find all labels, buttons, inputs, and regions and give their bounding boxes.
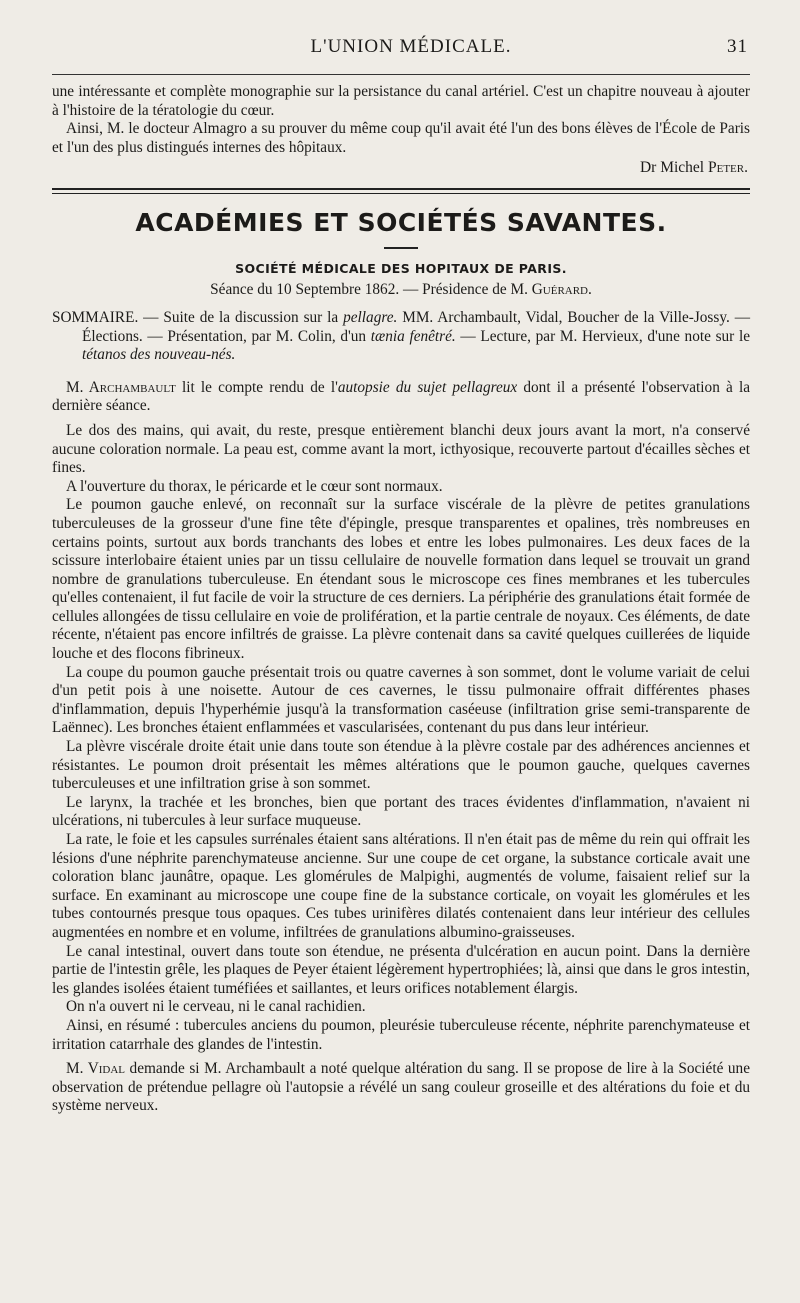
summary-label: SOMMAIRE. bbox=[52, 308, 139, 326]
journal-title: L'UNION MÉDICALE. bbox=[310, 36, 512, 57]
body-paragraph-1 bbox=[52, 379, 750, 416]
section-title: ACADÉMIES ET SOCIÉTÉS SAVANTES. bbox=[135, 207, 667, 237]
summary-italic-1: pellagre. bbox=[343, 308, 398, 326]
summary-paragraph bbox=[52, 309, 750, 365]
body-paragraph-3: A l'ouverture du thorax, le péricarde et le cœur sont normaux. bbox=[66, 477, 443, 495]
summary-italic-2: tænia fenêtré. bbox=[370, 327, 456, 345]
body-paragraph-7: Le larynx, la trachée et les bronches, bien que portant des traces évidentes d'inflammation, n'avaient ni ulcérations, ni tubercules à leur surface muqueuse. bbox=[52, 793, 750, 830]
speaker-archambault: M. Archambault bbox=[66, 378, 176, 396]
signature-name: Peter. bbox=[708, 159, 748, 177]
speaker-vidal: M. Vidal bbox=[66, 1060, 126, 1078]
intro-block bbox=[52, 83, 750, 178]
summary-text-2: MM. Archambault, Vidal, Boucher de la Ville-Jossy. — Élections. — Présentation, par M. Colin, d'un bbox=[82, 308, 751, 345]
summary-text-1: — Suite de la discussion sur la bbox=[138, 308, 344, 326]
body-paragraph-8: La rate, le foie et les capsules surrénales étaient sans altérations. Il n'en était pas de même du rein qui offrait les lésions d'une néphrite parenchymateuse ancienne. Sur une coupe de cet organe, la substance corticale avait une coloration blanc jaunâtre, opaque. Les glomérules de Malpighi, augmentés de volume, faisaient relief sur la surface. En examinant au microscope une coupe fine de la substance corticale, on voyait les glomérules et les tubes contournés presque tous opaques. Ces tubes urinifères dilatés contenaient dans leur intérieur des cellules augmentées en nombre et en volume, infiltrées de granulations albumino-graisseuses. bbox=[52, 831, 750, 941]
body-p1-italic: autopsie du sujet pellagreux bbox=[337, 378, 518, 396]
page-number: 31 bbox=[727, 36, 748, 57]
summary-italic-3: tétanos des nouveau-nés. bbox=[82, 346, 236, 364]
body-paragraph-6: La plèvre viscérale droite était unie dans toute son étendue à la plèvre costale par des adhérences anciennes et résistantes. Le poumon droit présentait les mêmes altérations que le poumon gauche, quelques cavernes tuberculeuses et une infiltration grise à son sommet. bbox=[52, 738, 750, 793]
article-body bbox=[52, 379, 750, 1116]
summary-text-3: — Lecture, par M. Hervieux, d'une note sur le bbox=[455, 327, 750, 345]
header-rule bbox=[52, 74, 750, 75]
session-president: Guérard. bbox=[531, 280, 592, 298]
session-text: Séance du 10 Septembre 1862. — Présidence de M. bbox=[210, 280, 528, 298]
body-paragraph-12 bbox=[52, 1060, 750, 1116]
body-paragraph-4: Le poumon gauche enlevé, on reconnaît sur la surface viscérale de la plèvre de petites granulations tuberculeuses de la grosseur d'une fine tête d'épingle, presque transparentes et opalines, très nombreuses en certains points, surtout aux bords tranchants des lobes et entre les lobes pulmonaires. Les deux faces de la scissure interlobaire étaient unies par un tissu cellulaire de nouvelle formation dans lequel se trouvait un grand nombre de granulations tuberculeuse. En étendant sous le microscope ces fines membranes et les tubercules qu'elles contenaient, il fut facile de voir la structure de ces derniers. La périphérie des granulations était formée de cellules allongées de tissu cellulaire en voie de prolifération, et la partie centrale de noyaux. Ces éléments, de date récente, n'étaient pas encore infiltrés de graisse. La plèvre contenait dans sa cavité quelques cuillerées de liquide louche et des flocons fibrineux. bbox=[52, 496, 750, 663]
signature bbox=[52, 159, 748, 178]
body-paragraph-2: Le dos des mains, qui avait, du reste, presque entièrement blanchi deux jours avant la mort, n'a conservé aucune coloration normale. La peau est, comme avant la mort, icthyosique, recouverte partout d'écailles sèches et fines. bbox=[52, 421, 750, 477]
intro-paragraph-2: Ainsi, M. le docteur Almagro a su prouver du même coup qu'il avait été l'un des bons élèves de l'École de Paris et l'un des plus distingués internes des hôpitaux. bbox=[52, 120, 750, 156]
body-p1-text-a: lit le compte rendu de l' bbox=[175, 378, 338, 396]
intro-paragraph-1: une intéressante et complète monographie sur la persistance du canal artériel. C'est un chapitre nouveau à ajouter à l'histoire de la tératologie du cœur. bbox=[52, 83, 750, 119]
body-p12-text: demande si M. Archambault a noté quelque altération du sang. Il se propose de lire à la Société une observation de prétendue pellagre où l'autopsie a révélé un sang couleur groseille et des altérations du foie et du système nerveux. bbox=[52, 1060, 750, 1115]
section-divider bbox=[52, 188, 750, 194]
summary-block bbox=[52, 309, 750, 365]
body-p1-text-b: dont il a présenté l'observation à la dernière séance. bbox=[52, 378, 750, 415]
signature-prefix: Dr Michel bbox=[639, 159, 705, 177]
body-paragraph-10: On n'a ouvert ni le cerveau, ni le canal rachidien. bbox=[66, 998, 366, 1016]
body-paragraph-11: Ainsi, en résumé : tubercules anciens du poumon, pleurésie tuberculeuse récente, néphrite parenchymateuse et irritation catarrhale des glandes de l'intestin. bbox=[52, 1016, 750, 1053]
title-rule bbox=[384, 247, 418, 249]
body-paragraph-9: Le canal intestinal, ouvert dans toute son étendue, ne présenta d'ulcération en aucun point. Dans la dernière partie de l'intestin grêle, les plaques de Peyer étaient légèrement hypertrophiées; là, ainsi que dans le gros intestin, les glandes isolées étaient tuméfiées et saillantes, et leurs orifices notablement élargis. bbox=[52, 942, 750, 997]
body-paragraph-5: La coupe du poumon gauche présentait trois ou quatre cavernes à son sommet, dont le volume variait de celui d'un petit pois à une noisette. Autour de ces cavernes, le tissu pulmonaire offrait différentes phases d'inflammation, depuis l'hyperhémie jusqu'à la transformation caséeuse (infiltration grise semi-transparente de Laënnec). Les bronches étaient enflammées et vascularisées, contenant du pus dans leur intérieur. bbox=[52, 663, 750, 737]
session-line bbox=[52, 281, 750, 299]
running-head bbox=[52, 36, 750, 66]
society-heading: SOCIÉTÉ MÉDICALE DES HOPITAUX DE PARIS. bbox=[235, 260, 567, 276]
